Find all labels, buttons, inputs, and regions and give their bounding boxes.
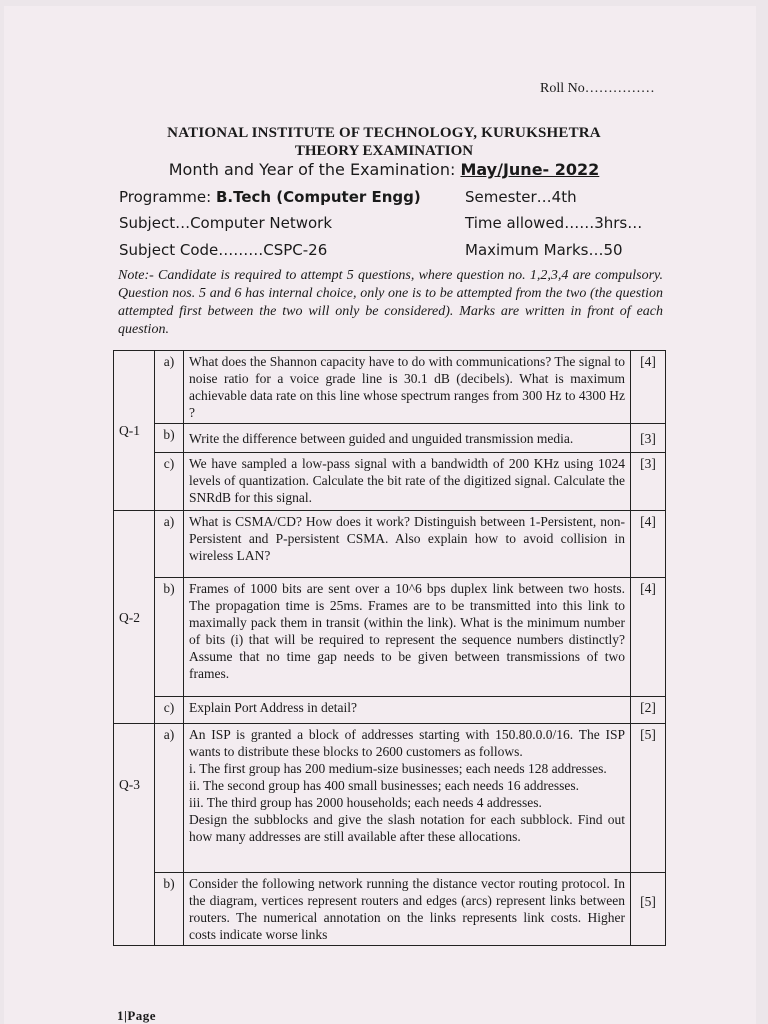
part-label: b) — [155, 578, 184, 697]
exam-date-label: Month and Year of the Examination: — [168, 160, 456, 179]
question-text-line: i. The first group has 200 medium-size businesses; each needs 128 addresses. — [189, 761, 607, 776]
part-label: b) — [155, 424, 184, 453]
subject-code-line: Subject Code………CSPC-26 — [119, 241, 328, 259]
marks-value: [5] — [631, 873, 666, 946]
question-table — [113, 350, 666, 946]
part-label: b) — [155, 873, 184, 946]
institute-name: NATIONAL INSTITUTE OF TECHNOLOGY, KURUKSHETRA — [167, 125, 601, 141]
table-row — [114, 873, 666, 946]
marks-value: [4] — [631, 511, 666, 578]
question-text-line: An ISP is granted a block of addresses starting with 150.80.0.0/16. The ISP wants to distribute these blocks to 2600 customers as follows. — [189, 727, 625, 759]
question-text-line: Design the subblocks and give the slash notation for each subblock. Find out how many addresses are still available after these allocations. — [189, 812, 625, 844]
part-label: c) — [155, 697, 184, 724]
part-label: a) — [155, 724, 184, 873]
question-text: Explain Port Address in detail? — [184, 697, 631, 724]
page-number: 1|Page — [117, 1008, 157, 1023]
marks-value: [5] — [631, 724, 666, 873]
time-allowed-line: Time allowed……3hrs… — [465, 214, 643, 232]
part-label: a) — [155, 351, 184, 424]
question-text: Write the difference between guided and unguided transmission media. — [184, 424, 631, 453]
exam-date-line — [0, 160, 768, 179]
part-label: a) — [155, 511, 184, 578]
question-text: What does the Shannon capacity have to do with communications? The signal to noise ratio for a voice grade line is 30.1 dB (decibels). What is maximum achievable data rate on this line whose spectrum ranges from 300 Hz to 4300 Hz ? — [184, 351, 631, 424]
subject-line: Subject…Computer Network — [119, 214, 333, 232]
question-text: We have sampled a low-pass signal with a bandwidth of 200 KHz using 1024 levels of quantization. Calculate the bit rate of the digitized signal. Calculate the SNRdB for this signal. — [184, 453, 631, 511]
question-label: Q-2 — [114, 511, 155, 724]
table-row — [114, 724, 666, 873]
question-label: Q-1 — [114, 351, 155, 511]
marks-value: [3] — [631, 453, 666, 511]
question-text — [184, 724, 631, 873]
table-row — [114, 453, 666, 511]
maximum-marks-line: Maximum Marks…50 — [465, 241, 623, 259]
programme-label: Programme: — [119, 188, 212, 206]
instructions-note: Note:- Candidate is required to attempt 5 questions, where question no. 1,2,3,4 are compulsory. Question nos. 5 and 6 has internal choice, only one is to be attempted from the two (the question attempted first between the two will only be considered). Marks are written in front of each question. — [118, 268, 663, 337]
semester-line: Semester…4th — [465, 188, 577, 206]
roll-number-field: Roll No…………… — [540, 81, 655, 96]
table-row — [114, 511, 666, 578]
table-row — [114, 697, 666, 724]
question-text: What is CSMA/CD? How does it work? Distinguish between 1-Persistent, non-Persistent and P-persistent CSMA. Also explain how to avoid collision in wireless LAN? — [184, 511, 631, 578]
table-row — [114, 578, 666, 697]
marks-value: [4] — [631, 578, 666, 697]
question-text: Frames of 1000 bits are sent over a 10^6 bps duplex link between two hosts. The propagation time is 25ms. Frames are to be transmitted into this link to maximally pack them in transit (within the link). What is the minimum number of bits (i) that will be required to represent the sequence numbers distinctly? Assume that no time gap needs to be given between transmissions of two frames. — [184, 578, 631, 697]
marks-value: [3] — [631, 424, 666, 453]
question-text: Consider the following network running the distance vector routing protocol. In the diagram, vertices represent routers and edges (arcs) represent links between routers. The numerical annotation on the links represents link costs. Higher costs indicate worse links — [184, 873, 631, 946]
table-row — [114, 351, 666, 424]
programme-value: B.Tech (Computer Engg) — [215, 188, 421, 206]
question-label: Q-3 — [114, 724, 155, 946]
exam-date-value: May/June- 2022 — [460, 160, 600, 179]
question-text-line: iii. The third group has 2000 households; each needs 4 addresses. — [189, 795, 542, 810]
programme-line — [119, 188, 421, 206]
question-text-line: ii. The second group has 400 small businesses; each needs 16 addresses. — [189, 778, 580, 793]
marks-value: [2] — [631, 697, 666, 724]
marks-value: [4] — [631, 351, 666, 424]
table-row — [114, 424, 666, 453]
part-label: c) — [155, 453, 184, 511]
exam-title: THEORY EXAMINATION — [294, 143, 474, 159]
